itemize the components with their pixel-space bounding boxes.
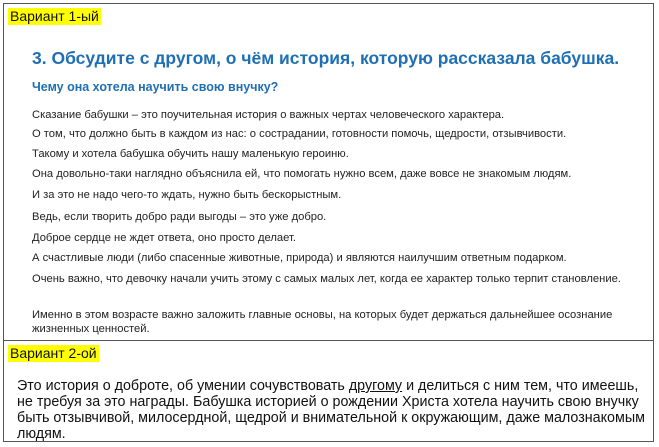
answer-paragraph: А счастливые люди (либо спасенные животные, природа) и являются наилучшим ответным подарком. (32, 252, 567, 264)
task-heading: 3. Обсудите с другом, о чём история, которую рассказала бабушка. (32, 48, 620, 68)
variant-2-text-part: Это история о доброте, об умении сочувствовать (17, 378, 349, 394)
answer-paragraph: Именно в этом возрасте важно заложить главные основы, на которых будет держаться дальнейшее осознание жизненных ценностей. (32, 309, 613, 335)
answer-paragraph: Ведь, если творить добро ради выгоды – это уже добро. (32, 211, 327, 223)
answer-paragraph: О том, что должно быть в каждом из нас: о сострадании, готовности помочь, щедрости, отзывчивости. (32, 128, 567, 140)
answer-paragraph: Доброе сердце не ждет ответа, оно просто делает. (32, 232, 296, 244)
variant-2-text (17, 378, 647, 442)
variant-2-label: Вариант 2-ой (10, 345, 97, 361)
answer-paragraph: Такому и хотела бабушка обучить нашу маленькую героиню. (32, 148, 349, 160)
variant-divider (3, 340, 654, 341)
task-subheading: Чему она хотела научить свою внучку? (32, 80, 279, 94)
answer-paragraph: Очень важно, что девочку начали учить этому с самых малых лет, когда ее характер только терпит становление. (32, 273, 621, 285)
variant-1-label: Вариант 1-ый (10, 8, 99, 24)
answer-paragraph: Сказание бабушки – это поучительная история о важных чертах человеческого характера. (32, 109, 505, 121)
answer-paragraph: И за это не надо чего-то ждать, нужно быть бескорыстным. (32, 189, 342, 201)
variant-2-text-part: и делиться с ним тем, что имеешь, не требуя за это награды. Бабушка историей о рождении Христа хотела научить свою внучку быть отзывчивой, милосердной, щедрой и внимательной к окружающим, даже малознакомым людям. (17, 378, 645, 442)
answer-paragraph: Она довольно-таки наглядно объяснила ей, что помогать нужно всем, даже вовсе не знакомым людям. (32, 168, 572, 180)
variant-2-underlined-word: другому (348, 378, 403, 394)
